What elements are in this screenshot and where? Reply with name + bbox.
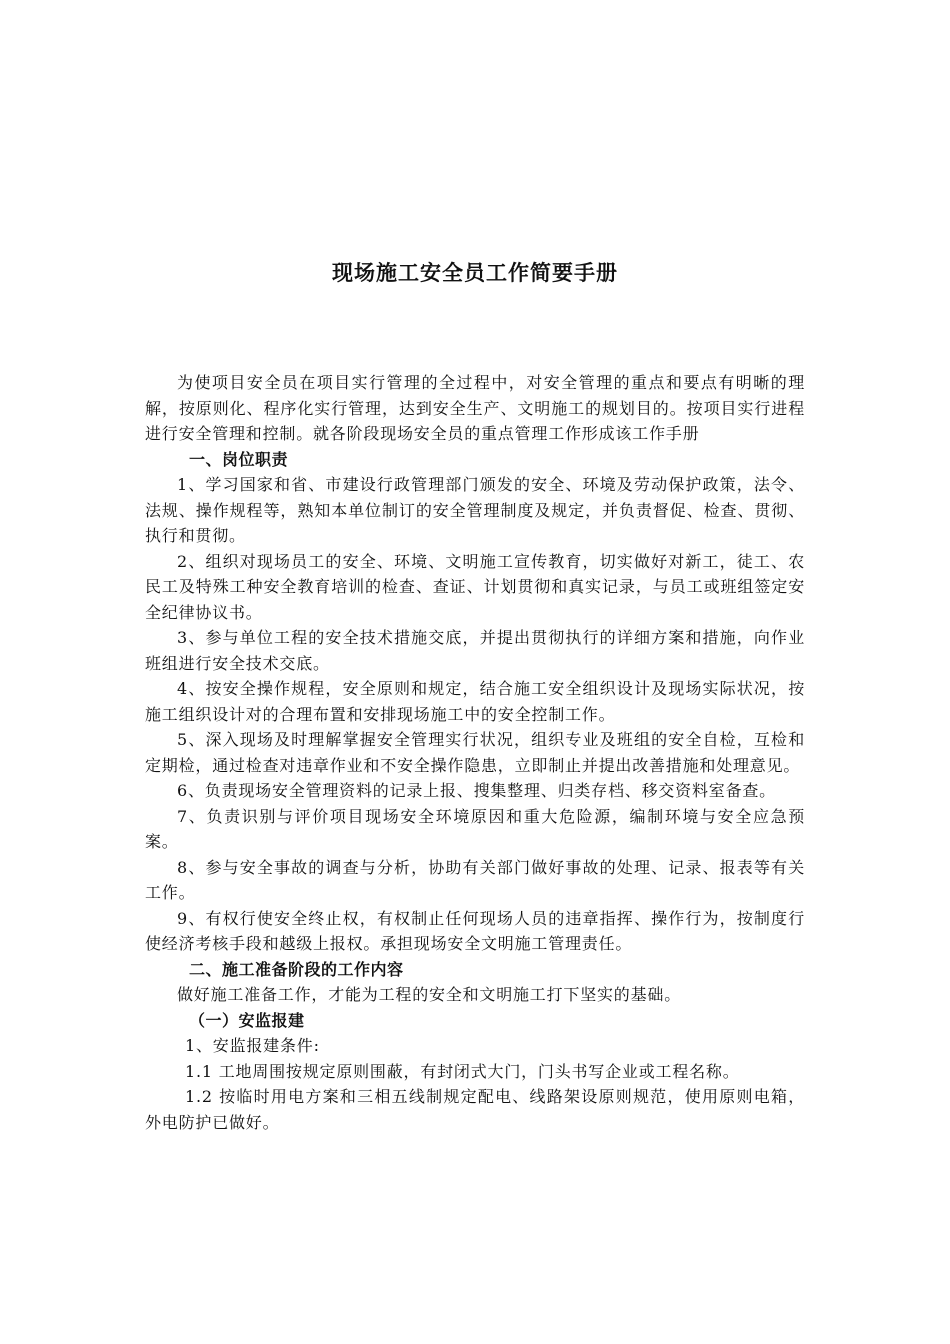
- document-body: [145, 370, 805, 1135]
- duty-item: 6、负责现场安全管理资料的记录上报、搜集整理、归类存档、移交资料室备查。: [177, 781, 776, 800]
- duty-item: 9、有权行使安全终止权，有权制止任何现场人员的违章指挥、操作行为，按制度行使经济考核手段和越级上报权。承担现场安全文明施工管理责任。: [145, 908, 805, 953]
- duty-item: 5、深入现场及时理解掌握安全管理实行状况，组织专业及班组的安全自检，互检和定期检，通过检查对违章作业和不安全操作隐患，立即制止并提出改善措施和处理意见。: [145, 730, 805, 775]
- section-heading-preparation: 二、施工准备阶段的工作内容: [189, 959, 404, 979]
- condition-item: 1.1 工地周围按规定原则围蔽，有封闭式大门，门头书写企业或工程名称。: [185, 1061, 740, 1081]
- section-heading-duties: 一、岗位职责: [189, 449, 289, 469]
- subsection-heading-safety-registration: （一）安监报建: [189, 1010, 305, 1030]
- condition-title: 1、安监报建条件:: [185, 1036, 320, 1055]
- duty-item: 7、负责识别与评价项目现场安全环境原因和重大危险源，编制环境与安全应急预案。: [145, 806, 805, 851]
- duty-item: 8、参与安全事故的调查与分析，协助有关部门做好事故的处理、记录、报表等有关工作。: [145, 857, 805, 902]
- duty-item: 1、学习国家和省、市建设行政管理部门颁发的安全、环境及劳动保护政策，法令、法规、操作规程等，熟知本单位制订的安全管理制度及规定，并负责督促、检查、贯彻、执行和贯彻。: [145, 475, 805, 545]
- document-title: 现场施工安全员工作简要手册: [332, 261, 618, 285]
- condition-item: 1.2 按临时用电方案和三相五线制规定配电、线路架设原则规范，使用原则电箱，外电防护已做好。: [145, 1087, 805, 1132]
- duty-item: 3、参与单位工程的安全技术措施交底，并提出贯彻执行的详细方案和措施，向作业班组进行安全技术交底。: [145, 628, 805, 673]
- intro-paragraph: 为使项目安全员在项目实行管理的全过程中，对安全管理的重点和要点有明晰的理解，按原则化、程序化实行管理，达到安全生产、文明施工的规划目的。按项目实行进程进行安全管理和控制。就各阶段现场安全员的重点管理工作形成该工作手册: [145, 373, 805, 443]
- duty-item: 2、组织对现场员工的安全、环境、文明施工宣传教育，切实做好对新工，徒工、农民工及特殊工种安全教育培训的检查、查证、计划贯彻和真实记录，与员工或班组签定安全纪律协议书。: [145, 551, 805, 622]
- preparation-intro: 做好施工准备工作，才能为工程的安全和文明施工打下坚实的基础。: [177, 985, 682, 1004]
- duty-item: 4、按安全操作规程，安全原则和规定，结合施工安全组织设计及现场实际状况，按施工组织设计对的合理布置和安排现场施工中的安全控制工作。: [145, 679, 805, 724]
